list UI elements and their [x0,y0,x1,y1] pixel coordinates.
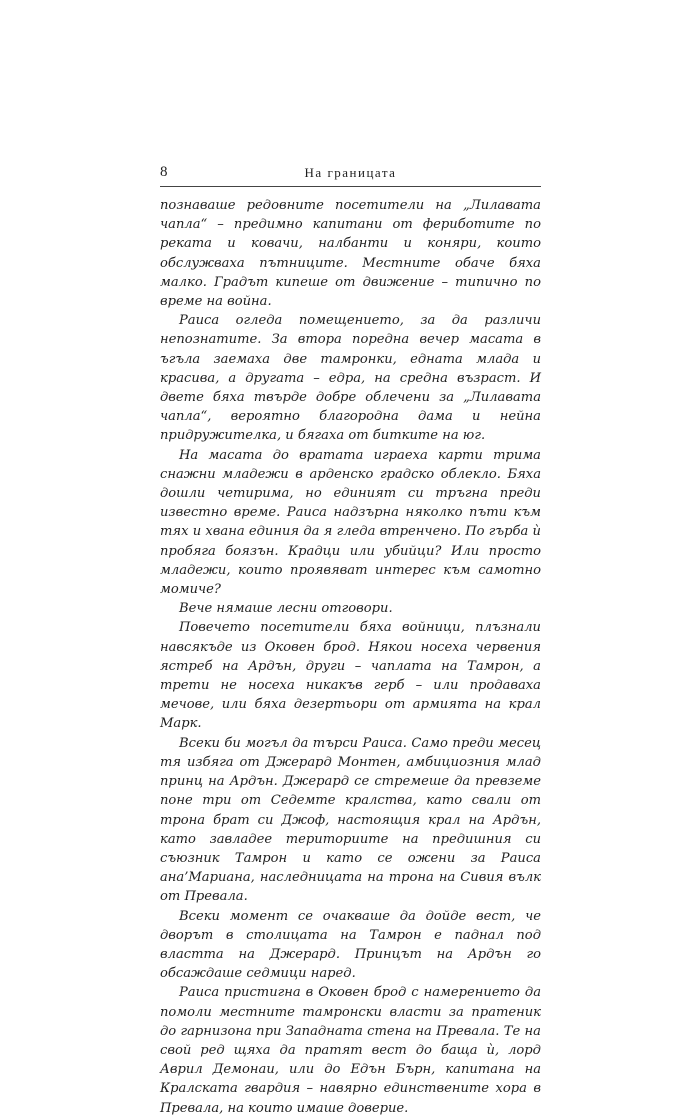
page-header [160,162,541,187]
paragraph: познаваше редовните посетители на „Лилавата чапла“ – предимно капитани от фериботите по реката и ковачи, налбанти и коняри, които обслужваха пътниците. Местните обаче бяха малко. Градът кипеше от движение – типично по време на война. [160,198,541,310]
paragraph: На масата до вратата играеха карти трима снажни младежи в арденско градско облекло. Бяха дошли четирима, но единият си тръгна преди известно време. Раиса надзърна няколко пъти към тях и хвана единия да я гледа втренчено. По гърба ѝ пробяга боязън. Крадци или убийци? Или просто младежи, които проявяват интерес към самотно момиче? [160,447,541,598]
paragraph: Вече нямаше лесни отговори. [179,601,393,617]
paragraph: Раиса пристигна в Оковен брод с намерението да помоли местните тамронски власти за пратеник до гарнизона при Западната стена на Превала. Те на свой ред щяха да пратят вест до баща ѝ, лорд Аврил Демонаи, или до Едън Бърн, капитана на Кралската гвардия – навярно единствените хора в Превала, на които имаше доверие. [160,985,541,1116]
paragraph: Раиса огледа помещението, за да различи непознатите. За втора поредна вечер масата в ъгъла заемаха две тамронки, едната млада и красива, а другата – едра, на средна възраст. И двете бяха твърде добре облечени за „Лилавата чапла“, вероятно благородна дама и нейна придружителка, и бягаха от битките на юг. [160,313,541,444]
paragraph: Повечето посетители бяха войници, плъзнали навсякъде из Оковен брод. Някои носеха червения ястреб на Ардън, други – чаплата на Тамрон, а трети не носеха никакъв герб – или продаваха мечове, или бяха дезертьори от армията на крал Марк. [160,620,541,732]
page-number: 8 [160,164,168,180]
paragraph: Всеки момент се очакваше да дойде вест, че дворът в столицата на Тамрон е паднал под властта на Джерард. Принцът на Ардън го обсаждаше седмици наред. [160,908,541,982]
paragraph: Всеки би могъл да търси Раиса. Само преди месец тя избяга от Джерард Монтен, амбициозния млад принц на Ардън. Джерард се стремеше да превземе поне три от Седемте кралства, като свали от трона брат си Джоф, настоящия крал на Ардън, като завладее териториите на предишния си съюзник Тамрон и като се ожени за Раиса ана’Мариана, наследницата на трона на Сивия вълк от Превала. [160,735,541,905]
running-title: На границата [304,165,397,180]
body-text [160,196,541,1118]
